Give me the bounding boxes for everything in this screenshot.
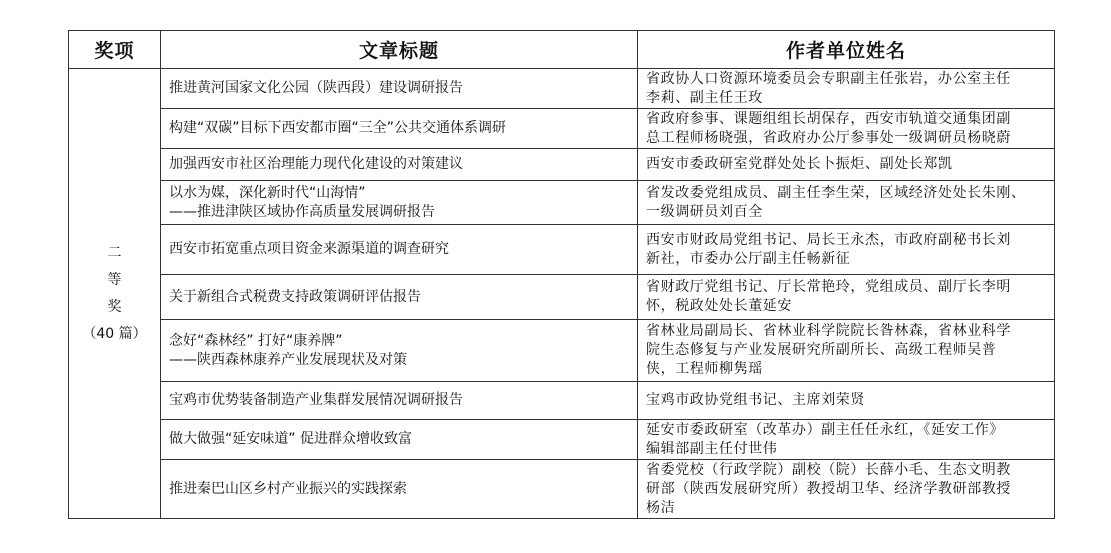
article-title-line: ——推进津陕区域协作高质量发展调研报告 [169, 203, 435, 220]
table-row [69, 69, 1055, 109]
article-title-cell [161, 420, 638, 460]
header-author: 作者单位姓名 [638, 31, 1055, 69]
author-line: 编辑部副主任付世伟 [646, 440, 778, 457]
author-cell [638, 181, 1055, 225]
article-title-cell [161, 109, 638, 149]
article-title-cell [161, 320, 638, 382]
table-row [69, 382, 1055, 420]
author-line: 宝鸡市政协党组书记、主席刘荣贤 [646, 392, 865, 408]
header-award: 奖项 [69, 31, 161, 69]
author-line: 怀，税政处处长董延安 [646, 298, 792, 314]
award-table [68, 30, 1055, 519]
author-cell [638, 225, 1055, 275]
author-line: 省政协人口资源环境委员会专职副主任张岩，办公室主任 [646, 70, 1011, 87]
author-line: 延安市委政研室（改革办）副主任任永红，《延安工作》 [646, 421, 1004, 438]
article-title-cell [161, 460, 638, 519]
author-line: 一级调研员刘百全 [646, 203, 763, 220]
header-title: 文章标题 [161, 31, 638, 69]
table-row [69, 320, 1055, 382]
author-line: 李莉、副主任王玫 [646, 89, 763, 106]
award-level-line: 等 [107, 271, 122, 288]
award-level-line: 二 [107, 244, 122, 261]
article-title-cell [161, 382, 638, 420]
article-title-line: 构建“双碳”目标下西安都市圈“三全”公共交通体系调研 [169, 120, 507, 136]
award-level-cell [69, 69, 161, 519]
table-row [69, 460, 1055, 519]
article-title-cell [161, 181, 638, 225]
article-title-line: 做大做强“延安味道” 促进群众增收致富 [169, 431, 412, 447]
author-cell [638, 382, 1055, 420]
author-line: 院生态修复与产业发展研究所副所长、高级工程师吴普 [646, 342, 997, 358]
author-cell [638, 109, 1055, 149]
article-title-cell [161, 225, 638, 275]
article-title-line: 推进黄河国家文化公园（陕西段）建设调研报告 [169, 80, 463, 96]
author-line: 省委党校（行政学院）副校（院）长薛小毛、生态文明教 [646, 461, 1011, 478]
author-line: 省财政厅党组书记、厅长常艳玲，党组成员、副厅长李明 [646, 279, 1011, 295]
author-line: 省林业局副局长、省林业科学院院长昝林森，省林业科学 [646, 323, 1011, 339]
header-row [69, 31, 1055, 69]
author-line: 侠，工程师柳隽瑶 [646, 361, 763, 377]
author-cell [638, 320, 1055, 382]
author-line: 总工程师杨晓强，省政府办公厅参事处一级调研员杨晓蔚 [646, 129, 1011, 146]
author-cell [638, 69, 1055, 109]
table-row [69, 275, 1055, 320]
article-title-cell [161, 275, 638, 320]
table-row [69, 420, 1055, 460]
author-line: 西安市财政局党组书记、局长王永杰，市政府副秘书长刘 [646, 231, 1011, 248]
article-title-line: 关于新组合式税费支持政策调研评估报告 [169, 288, 421, 305]
author-line: 西安市委政研室党群处处长卜振炬、副处长郑凯 [646, 156, 953, 172]
author-cell [638, 149, 1055, 181]
article-title-line: 以水为媒，深化新时代“山海情” [169, 184, 366, 201]
article-title-line: 推进秦巴山区乡村产业振兴的实践探索 [169, 480, 407, 497]
author-line: 新社，市委办公厅副主任畅新征 [646, 250, 851, 267]
article-title-line: 西安市拓宽重点项目资金来源渠道的调查研究 [169, 241, 449, 257]
article-title-line: 念好“森林经” 打好“康养牌” [169, 332, 343, 349]
author-cell [638, 420, 1055, 460]
author-line: 省发改委党组成员、副主任李生荣，区域经济处处长朱刚、 [646, 184, 1026, 201]
table-row [69, 109, 1055, 149]
table-row [69, 225, 1055, 275]
author-cell [638, 460, 1055, 519]
award-level-line: 奖 [107, 298, 122, 315]
article-title-line: 宝鸡市优势装备制造产业集群发展情况调研报告 [169, 392, 463, 408]
article-title-line: ——陕西森林康养产业发展现状及对策 [169, 351, 407, 368]
author-line: 省政府参事、课题组组长胡保存，西安市轨道交通集团副 [646, 110, 1011, 127]
table-row [69, 149, 1055, 181]
article-title-line: 加强西安市社区治理能力现代化建设的对策建议 [169, 156, 463, 172]
author-line: 研部（陕西发展研究所）教授胡卫华、经济学教研部教授 [646, 480, 1011, 497]
author-line: 杨洁 [646, 499, 676, 516]
table-body [69, 69, 1055, 519]
article-title-cell [161, 69, 638, 109]
author-cell [638, 275, 1055, 320]
award-level-line: （40 篇） [82, 325, 147, 342]
table-row [69, 181, 1055, 225]
article-title-cell [161, 149, 638, 181]
